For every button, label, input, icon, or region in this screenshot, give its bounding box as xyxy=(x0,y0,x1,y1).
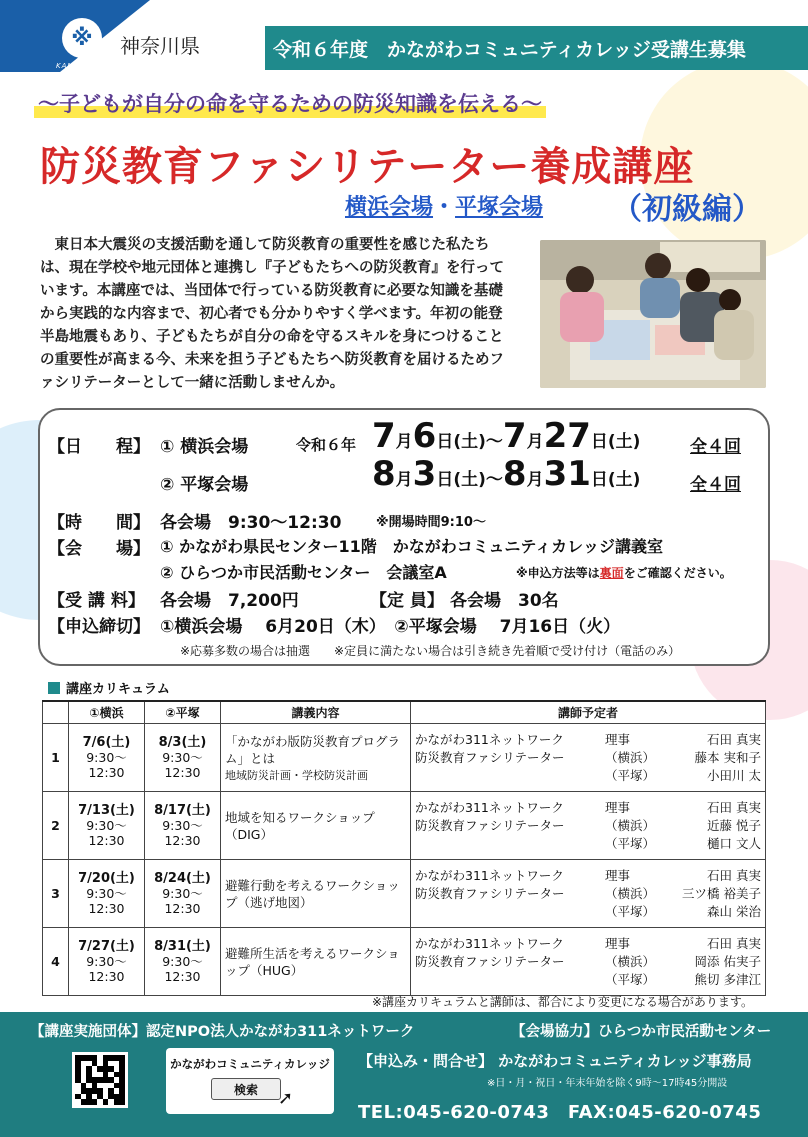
venue-subtitle xyxy=(345,190,543,221)
instructor-name: 小田川 太 xyxy=(707,767,761,783)
venue-yokohama: 横浜会場 xyxy=(345,195,434,220)
apply-note-pre: ※申込方法等は xyxy=(516,566,600,580)
footer xyxy=(0,1012,808,1137)
th-instructor: 講師予定者 xyxy=(411,701,766,724)
instructor-org: かながわ311ネットワーク xyxy=(415,935,564,951)
yokohama-date-cell xyxy=(69,928,145,996)
hiratsuka-date-cell xyxy=(145,724,221,792)
tagline: ～子どもが自分の命を守るための防災知識を伝える～ xyxy=(34,88,546,118)
yokohama-time-start: 9:30～ xyxy=(86,886,127,901)
instructor-org xyxy=(415,971,605,989)
instructor-name: 熊切 多津江 xyxy=(694,971,761,987)
v1-month-1: 7 xyxy=(372,416,396,456)
instructor-org: かながわ311ネットワーク xyxy=(415,799,564,815)
instructor-role: 理事 xyxy=(605,867,631,883)
place-1: ① かながわ県民センター11階 かながわコミュニティカレッジ講義室 xyxy=(160,537,663,556)
table-row xyxy=(43,724,766,792)
instructor-org xyxy=(415,903,605,921)
level-subtitle: （初級編） xyxy=(612,192,762,227)
yokohama-date: 7/6(土) xyxy=(82,735,131,750)
kanagawa-emblem-icon: ※ xyxy=(62,18,102,58)
venue-hiratsuka: 平塚会場 xyxy=(455,195,544,220)
page-title: 防災教育ファシリテーター養成講座 xyxy=(40,144,695,190)
hiratsuka-time-end: 12:30 xyxy=(164,833,201,848)
instructor-name: 石田 真実 xyxy=(707,799,761,815)
hiratsuka-time-end: 12:30 xyxy=(164,765,201,780)
time-note: ※開場時間9:10～ xyxy=(376,515,486,530)
curriculum-header-row xyxy=(43,701,766,724)
instructor-name: 石田 真実 xyxy=(707,731,761,747)
curriculum-heading xyxy=(48,678,170,697)
instructor-role: （横浜） xyxy=(605,817,656,833)
deadline-label: 【申込締切】 xyxy=(48,617,150,637)
instructor-role: （横浜） xyxy=(605,885,656,901)
capacity-label: 【定 員】 xyxy=(370,591,444,611)
schedule-venue-1: ① 横浜会場 xyxy=(160,437,249,457)
time-value: 各会場 9:30～12:30 xyxy=(160,513,342,533)
search-box xyxy=(166,1048,334,1114)
yokohama-date: 7/27(土) xyxy=(78,939,135,954)
place-2: ② ひらつか市民活動センター 会議室A xyxy=(160,563,447,582)
hiratsuka-time-start: 9:30～ xyxy=(162,954,203,969)
yokohama-date-cell xyxy=(69,724,145,792)
v1-dow-2: 日(土) xyxy=(590,432,641,452)
row-number: 4 xyxy=(43,928,69,996)
instructor-org: 防災教育ファシリテーター xyxy=(415,953,565,969)
v1-day-2: 27 xyxy=(543,416,591,456)
th-content: 講義内容 xyxy=(221,701,411,724)
v1-dow-1: 日(土)～ xyxy=(436,432,503,452)
table-row xyxy=(43,928,766,996)
instructor-org: 防災教育ファシリテーター xyxy=(415,885,565,901)
apply-note-post: をご確認ください。 xyxy=(623,566,732,580)
instructor-cell xyxy=(411,792,766,860)
yokohama-date-cell xyxy=(69,860,145,928)
yokohama-time-start: 9:30～ xyxy=(86,818,127,833)
v2-month-unit-2: 月 xyxy=(526,470,544,490)
footer-tel: TEL:045-620-0743 FAX:045-620-0745 xyxy=(358,1102,762,1123)
row-number: 2 xyxy=(43,792,69,860)
yokohama-time-end: 12:30 xyxy=(88,765,125,780)
instructor-grid xyxy=(415,731,761,785)
footer-coop: 【会場協力】ひらつか市民活動センター xyxy=(511,1024,772,1040)
curriculum-heading-marker xyxy=(48,682,60,694)
yokohama-time-start: 9:30～ xyxy=(86,750,127,765)
v2-month-2: 8 xyxy=(502,454,527,494)
instructor-org xyxy=(415,767,605,785)
instructor-grid xyxy=(415,867,761,921)
v2-day-1: 3 xyxy=(412,454,437,494)
header-band: 令和６年度 かながわコミュニティカレッジ受講生募集 xyxy=(265,26,808,70)
hiratsuka-time-end: 12:30 xyxy=(164,901,201,916)
footer-apply: 【申込み・問合せ】 かながわコミュニティカレッジ事務局 xyxy=(358,1052,752,1070)
apply-note-red: 裏面 xyxy=(599,566,624,580)
instructor-role: 理事 xyxy=(605,935,631,951)
schedule-count-1: 全４回 xyxy=(690,437,741,457)
th-no xyxy=(43,701,69,724)
hiratsuka-date-cell xyxy=(145,860,221,928)
hiratsuka-date: 8/3(土) xyxy=(158,735,207,750)
yokohama-time-end: 12:30 xyxy=(88,901,125,916)
row-number: 1 xyxy=(43,724,69,792)
schedule-label: 【日 程】 xyxy=(48,437,150,457)
yokohama-date: 7/13(土) xyxy=(78,803,135,818)
instructor-role: （平塚） xyxy=(605,835,656,851)
schedule-venue-2: ② 平塚会場 xyxy=(160,475,249,495)
instructor-grid xyxy=(415,799,761,853)
content-subtext: 地域防災計画・学校防災計画 xyxy=(225,768,368,782)
v2-dow-2: 日(土) xyxy=(590,470,641,490)
content-text: 地域を知るワークショップ（DIG） xyxy=(225,809,375,842)
instructor-name: 樋口 文人 xyxy=(707,835,761,851)
yokohama-time-start: 9:30～ xyxy=(86,954,127,969)
deadline-value: ①横浜会場 6月20日（木） ②平塚会場 7月16日（火） xyxy=(160,617,621,637)
schedule-count-2: 全４回 xyxy=(690,475,741,495)
content-text: 「かながわ版防災教育プログラム」とは xyxy=(225,733,401,766)
instructor-role: （横浜） xyxy=(605,953,656,969)
curriculum-note: ※講座カリキュラムと講師は、都合により変更になる場合があります。 xyxy=(372,995,753,1009)
hiratsuka-date-cell xyxy=(145,928,221,996)
workshop-photo xyxy=(540,240,766,388)
v1-month-unit-2: 月 xyxy=(526,432,544,452)
th-hiratsuka: ②平塚 xyxy=(145,701,221,724)
yokohama-time-end: 12:30 xyxy=(88,969,125,984)
instructor-name: 近藤 悦子 xyxy=(707,817,761,833)
venue-sep: ・ xyxy=(433,195,456,220)
v2-day-2: 31 xyxy=(543,454,591,494)
cursor-icon: ➚ xyxy=(278,1088,294,1109)
instructor-cell xyxy=(411,724,766,792)
logo-area xyxy=(0,0,265,80)
content-text: 避難行動を考えるワークショップ（逃げ地図） xyxy=(225,877,400,910)
v2-month-unit-1: 月 xyxy=(395,470,413,490)
content-text: 避難所生活を考えるワークショップ（HUG） xyxy=(225,945,400,978)
instructor-org: かながわ311ネットワーク xyxy=(415,731,564,747)
instructor-org: 防災教育ファシリテーター xyxy=(415,749,565,765)
footer-org: 【講座実施団体】認定NPO法人かながわ311ネットワーク xyxy=(30,1024,415,1040)
fee-value: 各会場 7,200円 xyxy=(160,591,299,611)
schedule-dates-2 xyxy=(372,454,640,494)
row-number: 3 xyxy=(43,860,69,928)
info-footnote: ※応募多数の場合は抽選 ※定員に満たない場合は引き続き先着順で受け付け（電話のみ） xyxy=(180,644,681,658)
hiratsuka-date-cell xyxy=(145,792,221,860)
instructor-name: 石田 真実 xyxy=(707,935,761,951)
instructor-name: 三ツ橋 裕美子 xyxy=(682,885,761,901)
instructor-org: かながわ311ネットワーク xyxy=(415,867,564,883)
hiratsuka-time-start: 9:30～ xyxy=(162,750,203,765)
instructor-org xyxy=(415,835,605,853)
curriculum-table xyxy=(42,700,766,996)
curriculum-heading-text: 講座カリキュラム xyxy=(66,682,170,697)
content-cell xyxy=(221,724,411,792)
table-row xyxy=(43,860,766,928)
instructor-name: 森山 栄治 xyxy=(707,903,761,919)
hiratsuka-time-end: 12:30 xyxy=(164,969,201,984)
hiratsuka-date: 8/31(土) xyxy=(154,939,211,954)
yokohama-time-end: 12:30 xyxy=(88,833,125,848)
logo-caption: KANAGAWA xyxy=(56,62,105,70)
th-yokohama: ①横浜 xyxy=(69,701,145,724)
place-label: 【会 場】 xyxy=(48,539,150,559)
content-cell xyxy=(221,792,411,860)
table-row xyxy=(43,792,766,860)
instructor-grid xyxy=(415,935,761,989)
instructor-role: 理事 xyxy=(605,731,631,747)
qr-module xyxy=(119,1099,125,1105)
instructor-name: 石田 真実 xyxy=(707,867,761,883)
v1-month-unit-1: 月 xyxy=(395,432,413,452)
schedule-era: 令和６年 xyxy=(296,436,357,454)
v2-dow-1: 日(土)～ xyxy=(436,470,503,490)
pref-name: 神奈川県 xyxy=(120,34,200,58)
instructor-role: （平塚） xyxy=(605,767,656,783)
yokohama-date-cell xyxy=(69,792,145,860)
fee-label: 【受 講 料】 xyxy=(48,591,145,611)
instructor-org: 防災教育ファシリテーター xyxy=(415,817,565,833)
capacity-value: 各会場 30名 xyxy=(450,591,559,611)
hiratsuka-date: 8/17(土) xyxy=(154,803,211,818)
v1-day-1: 6 xyxy=(412,416,437,456)
instructor-cell xyxy=(411,928,766,996)
hiratsuka-time-start: 9:30～ xyxy=(162,818,203,833)
footer-hours: ※日・月・祝日・年末年始を除く9時～17時45分開設 xyxy=(487,1078,728,1089)
search-title: かながわコミュニティカレッジ xyxy=(170,1057,330,1071)
apply-note xyxy=(516,564,732,581)
instructor-role: （横浜） xyxy=(605,749,656,765)
instructor-name: 岡添 佑実子 xyxy=(694,953,761,969)
yokohama-date: 7/20(土) xyxy=(78,871,135,886)
workshop-photo-illustration xyxy=(540,240,766,388)
instructor-name: 藤本 実和子 xyxy=(694,749,761,765)
instructor-role: 理事 xyxy=(605,799,631,815)
info-box xyxy=(38,408,770,666)
v2-month-1: 8 xyxy=(372,454,396,494)
schedule-dates-1 xyxy=(372,416,640,456)
instructor-cell xyxy=(411,860,766,928)
instructor-role: （平塚） xyxy=(605,903,656,919)
hiratsuka-time-start: 9:30～ xyxy=(162,886,203,901)
content-cell xyxy=(221,860,411,928)
instructor-role: （平塚） xyxy=(605,971,656,987)
hiratsuka-date: 8/24(土) xyxy=(154,871,211,886)
qr-code[interactable] xyxy=(72,1052,128,1108)
content-cell xyxy=(221,928,411,996)
time-label: 【時 間】 xyxy=(48,513,150,533)
search-button[interactable]: 検索 xyxy=(211,1078,281,1100)
intro-text: 東日本大震災の支援活動を通して防災教育の重要性を感じた私たちは、現在学校や地元団体と連携し『子どもたちへの防災教育』を行っています。本講座では、当団体で行っている防災教育に必要な知識を基礎から実践的な内容まで、初心者でも分かりやすく学べます。年初の能登半島地震もあり、子どもたちが自分の命を守るスキルを身につけることの重要性が高まる今、未来を担う子どもたちへ防災教育を届けるためファシリテーターとして一緒に活動しませんか。 xyxy=(40,237,504,391)
v1-month-2: 7 xyxy=(502,416,527,456)
